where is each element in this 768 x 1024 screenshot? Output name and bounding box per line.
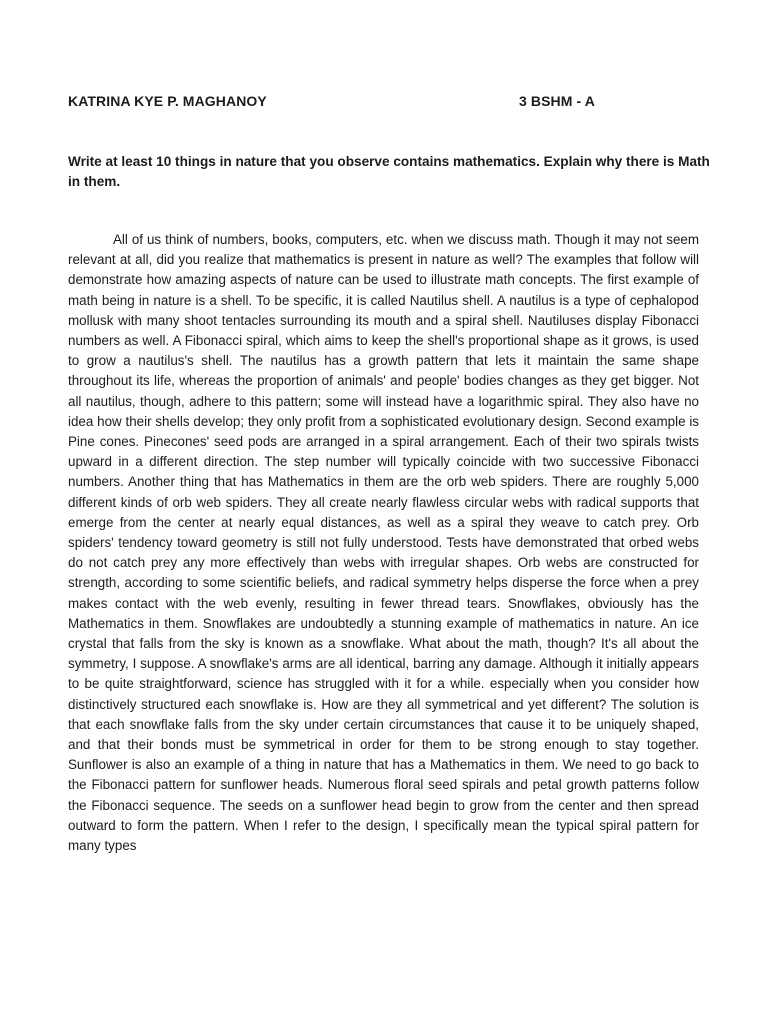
section-label: 3 BSHM - A [519, 93, 595, 109]
essay-paragraph: All of us think of numbers, books, computers, etc. when we discuss math. Though it may not seem relevant at all, did you realize that mathematics is present in nature as well? The examples that follow will demonstrate how amazing aspects of nature can be used to illustrate math concepts. The first example of math being in nature is a shell. To be specific, it is called Nautilus shell. A nautilus is a type of cephalopod mollusk with many shoot tentacles surrounding its mouth and a spiral shell. Nautiluses display Fibonacci numbers as well. A Fibonacci spiral, which aims to keep the shell's proportional shape as it grows, is used to grow a nautilus's shell. The nautilus has a growth pattern that lets it maintain the same shape throughout its life, whereas the proportion of animals' and people' bodies changes as they get bigger. Not all nautilus, though, adhere to this pattern; some will instead have a logarithmic spiral. They also have no idea how their shells develop; they only profit from a sophisticated evolutionary design. Second example is Pine cones. Pinecones' seed pods are arranged in a spiral arrangement. Each of their two spirals twists upward in a different direction. The step number will typically coincide with two successive Fibonacci numbers. Another thing that has Mathematics in them are the orb web spiders. There are roughly 5,000 different kinds of orb web spiders. They all create nearly flawless circular webs with radical supports that emerge from the center at nearly equal distances, as well as a spiral they weave to catch prey. Orb spiders' tendency toward geometry is still not fully understood. Tests have demonstrated that orbed webs do not catch prey any more effectively than webs with irregular shapes. Orb webs are constructed for strength, according to some scientific beliefs, and radical symmetry helps disperse the force when a prey makes contact with the web evenly, resulting in fewer thread tears. Snowflakes, obviously has the Mathematics in them. Snowflakes are undoubtedly a stunning example of mathematics in nature. An ice crystal that falls from the sky is known as a snowflake. What about the math, though? It's all about the symmetry, I suppose. A snowflake's arms are all identical, barring any damage. Although it initially appears to be quite straightforward, science has struggled with it for a while. especially when you consider how distinctively structured each snowflake is. How are they all symmetrical and yet different? The solution is that each snowflake falls from the sky under certain circumstances that cause it to be uniquely shaped, and that their bonds must be symmetrical in order for them to be strong enough to stay together. Sunflower is also an example of a thing in nature that has a Mathematics in them. We need to go back to the Fibonacci pattern for sunflower heads. Numerous floral seed spirals and petal growth patterns follow the Fibonacci sequence. The seeds on a sunflower head begin to grow from the center and then spread outward to form the pattern. When I refer to the design, I specifically mean the typical spiral pattern for many types [68, 232, 699, 854]
assignment-prompt: Write at least 10 things in nature that you observe contains mathematics. Explain why there is Math in them. [68, 154, 710, 189]
document-header [68, 93, 708, 113]
student-name: KATRINA KYE P. MAGHANOY [68, 93, 267, 109]
